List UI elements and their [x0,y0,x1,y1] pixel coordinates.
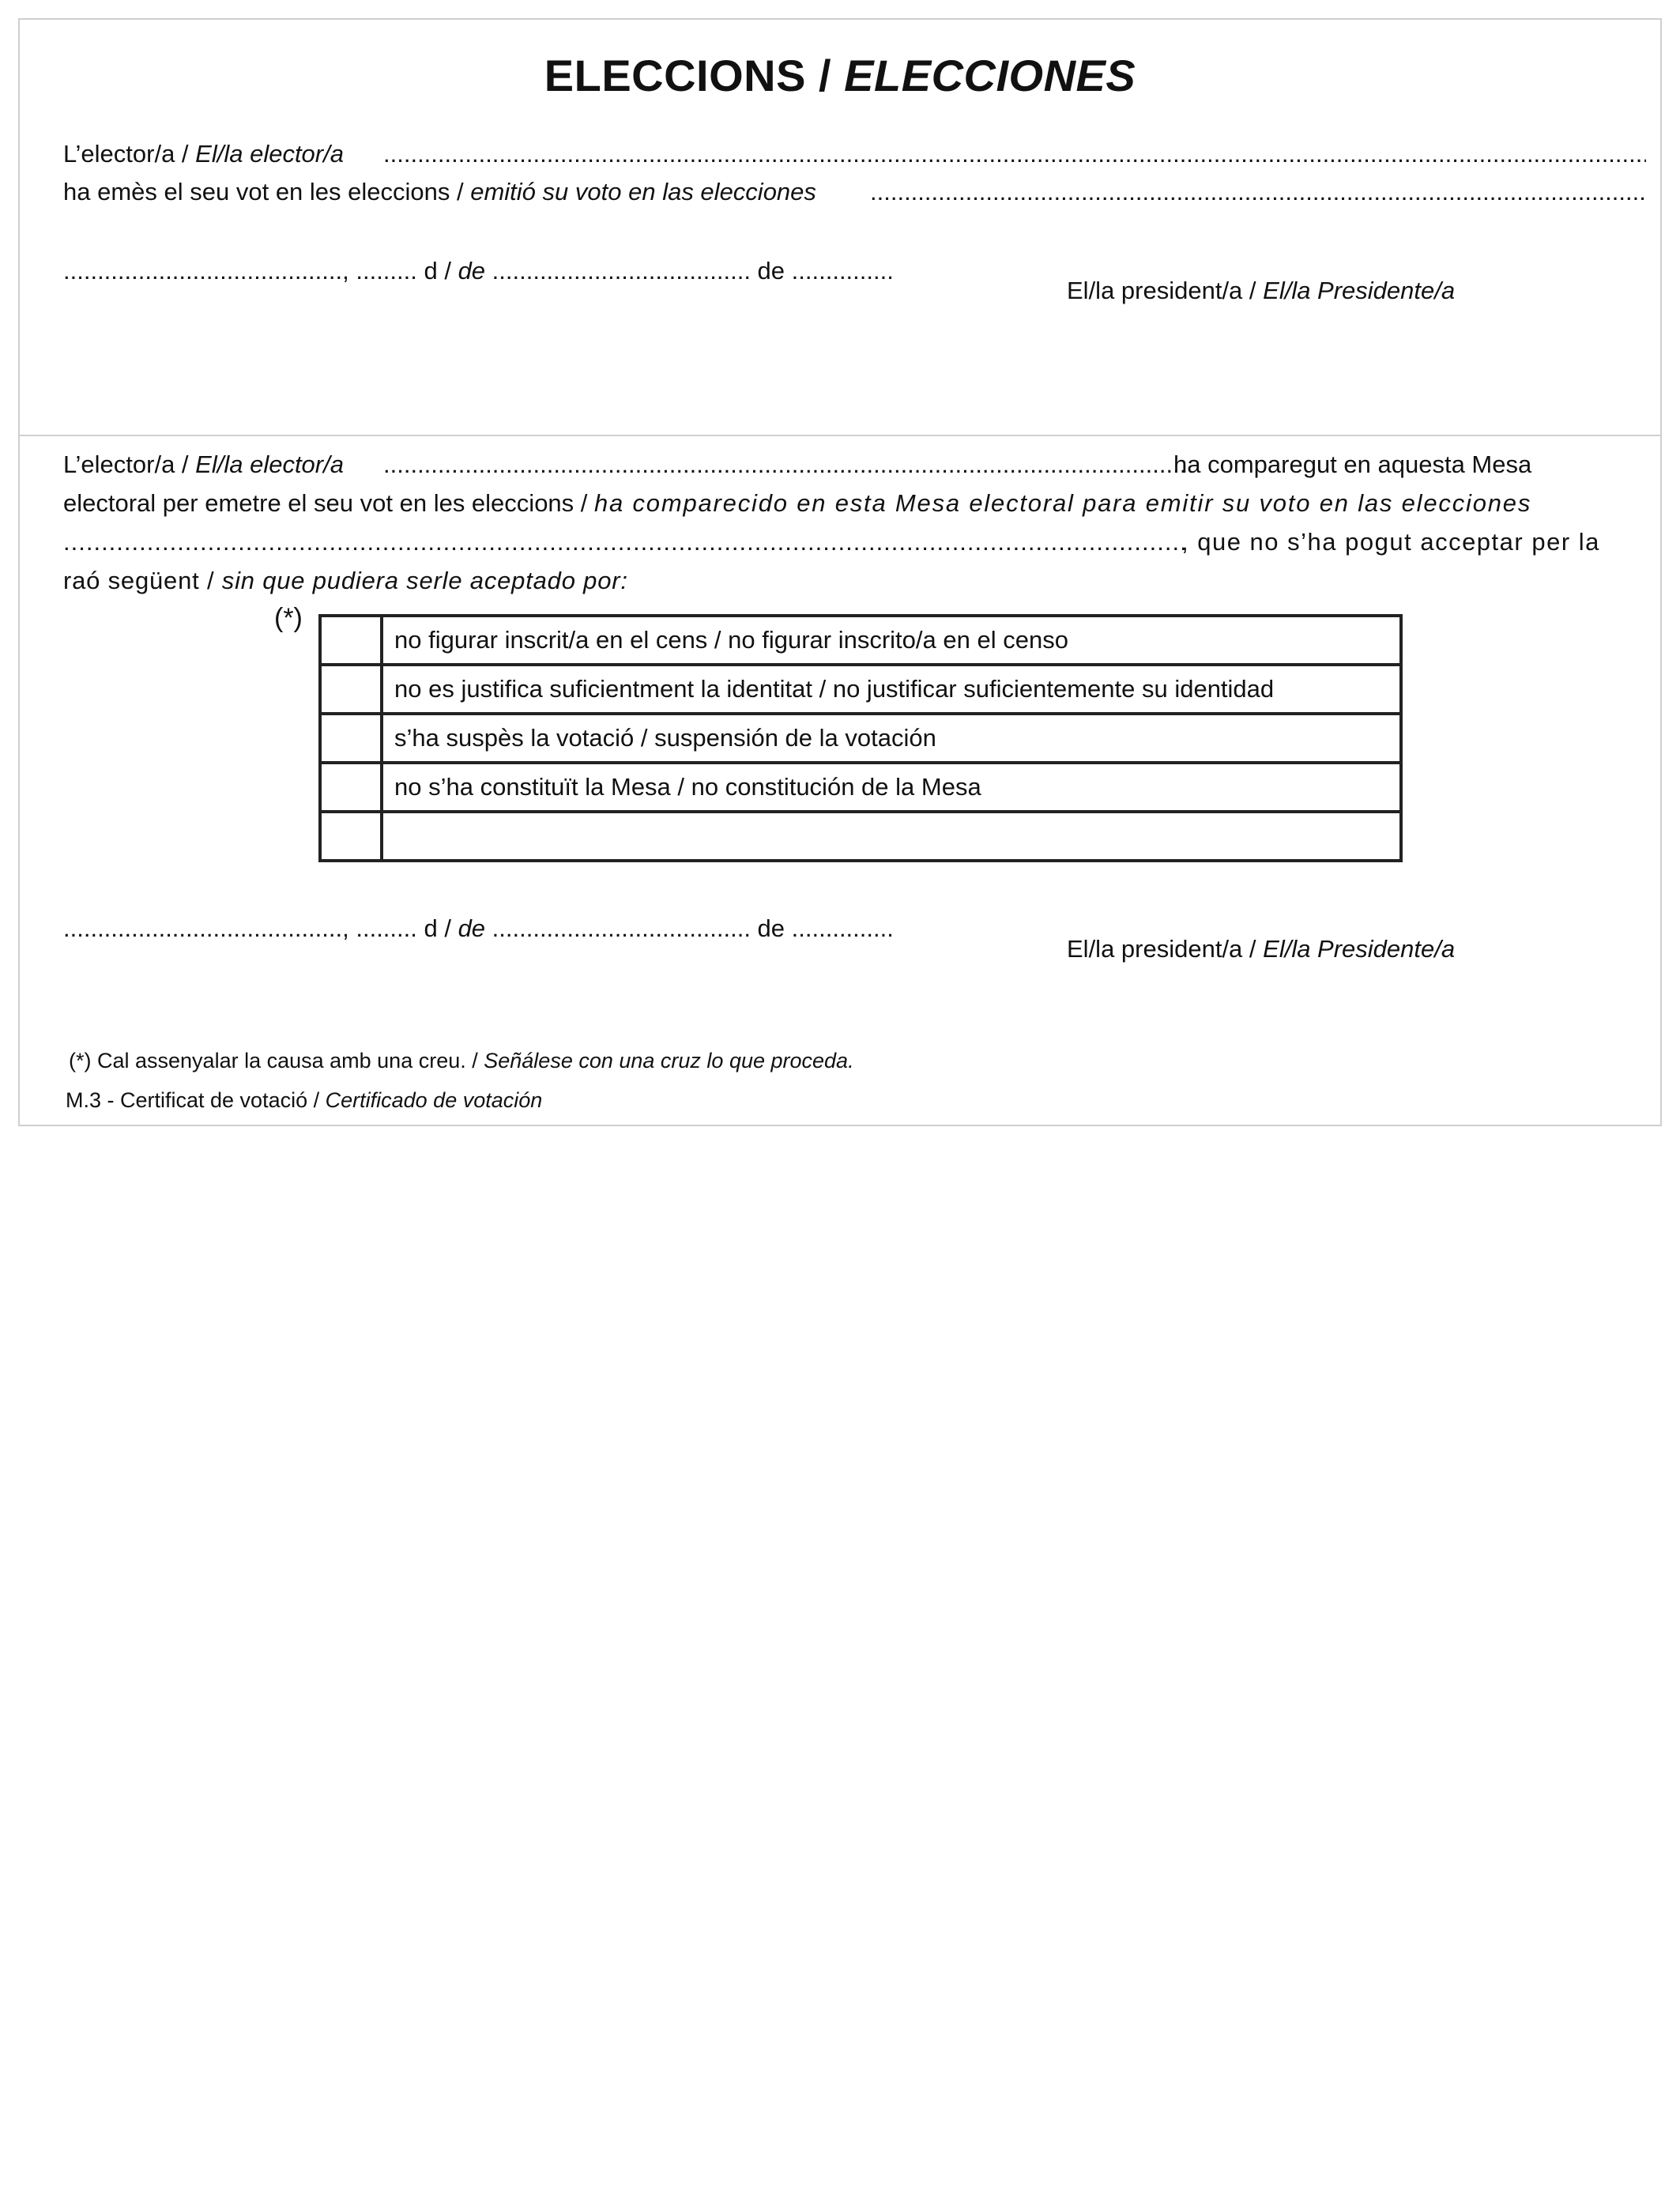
table-row [320,763,1401,812]
date-place-line-rejection[interactable]: ........................................., ......... d / de ...................................... de ............... [63,914,894,942]
cause-checkbox[interactable] [320,714,382,763]
cause-checkbox[interactable] [320,763,382,812]
table-row [320,665,1401,714]
cause-label: no s’ha constituït la Mesa / no constitución de la Mesa [382,763,1401,812]
table-row [320,714,1401,763]
vote-emitted-label: ha emès el seu vot en les eleccions / emitió su voto en las elecciones [63,178,816,205]
cause-checkbox[interactable] [320,616,382,665]
appeared-line: electoral per emetre el seu vot en les eleccions / ha comparecido en esta Mesa electoral para emitir su voto en las elecciones [63,489,1532,517]
causes-table [318,614,1403,862]
cause-checkbox[interactable] [320,812,382,861]
certificate-sheet [18,18,1662,1126]
appeared-label: ha comparegut en aquesta Mesa [1173,450,1532,478]
form-code: M.3 - Certificat de votació / Certificado de votación [66,1088,543,1112]
title-catalan: ELECCIONS / [544,51,845,100]
asterisk-mark: (*) [274,603,303,633]
reason-label: raó següent / sin que pudiera serle aceptado por: [63,567,628,594]
elector-name-field-rejection[interactable] [383,450,1188,479]
section-divider [20,435,1660,436]
president-signature-label-rejection: El/la president/a / El/la Presidente/a [1067,935,1456,963]
election-name-field[interactable] [870,178,1646,206]
title-spanish: ELECCIONES [844,51,1136,100]
cause-checkbox[interactable] [320,665,382,714]
president-signature-label: El/la president/a / El/la Presidente/a [1067,277,1456,304]
date-place-line[interactable]: ........................................., ......... d / de ...................................... de ............... [63,257,894,285]
cause-label: s’ha suspès la votació / suspensión de la votación [382,714,1401,763]
table-row [320,812,1401,861]
cause-label: no es justifica suficientment la identitat / no justificar suficientemente su identidad [382,665,1401,714]
elector-name-field[interactable] [383,140,1646,168]
footnote: (*) Cal assenyalar la causa amb una creu. / Señálese con una cruz lo que proceda. [69,1049,854,1072]
cause-other-field[interactable] [382,812,1401,861]
page-title [20,50,1660,101]
cause-label: no figurar inscrit/a en el cens / no figurar inscrito/a en el censo [382,616,1401,665]
election-name-field-rejection[interactable] [63,528,1184,556]
not-accepted-label: , que no s’ha pogut acceptar per la [1181,528,1600,556]
elector-label: L’elector/a / El/la elector/a [63,140,344,168]
table-row [320,616,1401,665]
elector-label-rejection: L’elector/a / El/la elector/a [63,450,344,478]
